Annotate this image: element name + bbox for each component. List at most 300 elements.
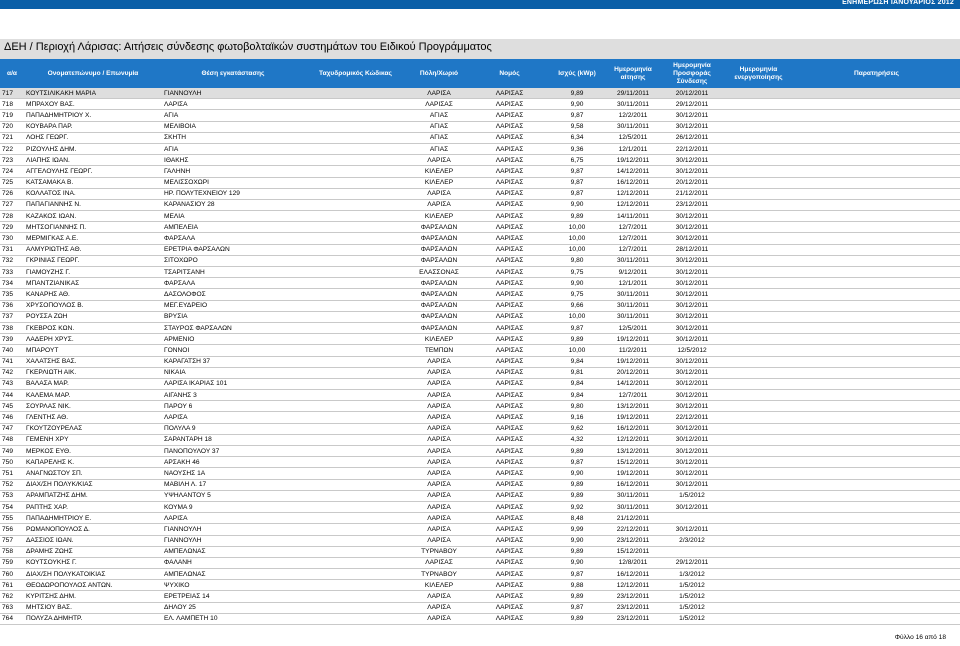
- cell-postal-code: [304, 446, 407, 457]
- cell-offer-date: 30/12/2011: [660, 356, 724, 367]
- cell-power: 9,66: [548, 300, 606, 311]
- cell-power: 9,87: [548, 322, 606, 333]
- cell-offer-date: 30/12/2011: [660, 457, 724, 468]
- cell-application-date: 12/7/2011: [606, 244, 660, 255]
- cell-application-date: 11/2/2011: [606, 345, 660, 356]
- cell-city: ΦΑΡΣΑΛΩΝ: [407, 322, 471, 333]
- cell-name: ΔΡΑΜΗΣ ΖΩΗΣ: [24, 546, 162, 557]
- cell-location: ΑΜΠΕΛΩΝΑΣ: [162, 546, 304, 557]
- cell-offer-date: 30/12/2011: [660, 155, 724, 166]
- cell-activation-date: [724, 524, 793, 535]
- cell-postal-code: [304, 356, 407, 367]
- cell-postal-code: [304, 132, 407, 143]
- cell-offer-date: 30/12/2011: [660, 278, 724, 289]
- cell-offer-date: 29/12/2011: [660, 557, 724, 568]
- cell-power: 9,90: [548, 99, 606, 110]
- cell-location: ΑΜΠΕΛΕΙΑ: [162, 222, 304, 233]
- cell-notes: [793, 132, 960, 143]
- cell-notes: [793, 267, 960, 278]
- cell-power: 9,90: [548, 199, 606, 210]
- cell-postal-code: [304, 177, 407, 188]
- cell-city: ΚΙΛΕΛΕΡ: [407, 580, 471, 591]
- cell-power: 9,90: [548, 468, 606, 479]
- cell-offer-date: 30/12/2011: [660, 524, 724, 535]
- cell-location: ΚΑΡΑΝΑΣΙΟΥ 28: [162, 199, 304, 210]
- cell-prefecture: ΛΑΡΙΣΑΣ: [471, 255, 548, 266]
- cell-power: 9,89: [548, 546, 606, 557]
- cell-activation-date: [724, 121, 793, 132]
- cell-power: 9,84: [548, 390, 606, 401]
- table-row: [0, 535, 960, 546]
- cell-prefecture: ΛΑΡΙΣΑΣ: [471, 267, 548, 278]
- table-row: [0, 524, 960, 535]
- cell-location: ΤΣΑΡΙΤΣΑΝΗ: [162, 267, 304, 278]
- cell-postal-code: [304, 524, 407, 535]
- cell-prefecture: ΛΑΡΙΣΑΣ: [471, 143, 548, 154]
- cell-number: 735: [0, 289, 24, 300]
- cell-activation-date: [724, 412, 793, 423]
- cell-prefecture: ΛΑΡΙΣΑΣ: [471, 569, 548, 580]
- cell-location: ΜΕΛΙΒΟΙΑ: [162, 121, 304, 132]
- cell-prefecture: ΛΑΡΙΣΑΣ: [471, 188, 548, 199]
- cell-name: ΓΚΕΒΡΟΣ ΚΩΝ.: [24, 322, 162, 333]
- cell-number: 738: [0, 322, 24, 333]
- cell-number: 722: [0, 143, 24, 154]
- cell-city: ΛΑΡΙΣΑ: [407, 434, 471, 445]
- cell-activation-date: [724, 199, 793, 210]
- cell-name: ΓΛΕΝΤΗΣ ΑΘ.: [24, 412, 162, 423]
- cell-application-date: 22/12/2011: [606, 524, 660, 535]
- cell-postal-code: [304, 199, 407, 210]
- cell-offer-date: 30/12/2011: [660, 334, 724, 345]
- cell-prefecture: ΛΑΡΙΣΑΣ: [471, 557, 548, 568]
- cell-notes: [793, 289, 960, 300]
- table-row: [0, 501, 960, 512]
- cell-offer-date: 30/12/2011: [660, 468, 724, 479]
- cell-city: ΤΕΜΠΩΝ: [407, 345, 471, 356]
- cell-power: 9,89: [548, 211, 606, 222]
- cell-activation-date: [724, 557, 793, 568]
- cell-activation-date: [724, 233, 793, 244]
- cell-name: ΠΑΠΑΓΙΑΝΝΗΣ Ν.: [24, 199, 162, 210]
- table-row: [0, 199, 960, 210]
- cell-postal-code: [304, 434, 407, 445]
- cell-prefecture: ΛΑΡΙΣΑΣ: [471, 88, 548, 99]
- top-banner: [0, 0, 960, 9]
- cell-activation-date: [724, 289, 793, 300]
- cell-offer-date: 30/12/2011: [660, 367, 724, 378]
- cell-power: 9,80: [548, 255, 606, 266]
- cell-number: 755: [0, 513, 24, 524]
- cell-application-date: 20/12/2011: [606, 367, 660, 378]
- cell-city: ΛΑΡΙΣΑ: [407, 513, 471, 524]
- cell-notes: [793, 446, 960, 457]
- cell-name: ΔΙΑΧ/ΣΗ ΠΟΛΥΚ/ΚΙΑΣ: [24, 479, 162, 490]
- cell-city: ΛΑΡΙΣΑ: [407, 401, 471, 412]
- cell-activation-date: [724, 244, 793, 255]
- cell-postal-code: [304, 255, 407, 266]
- cell-notes: [793, 334, 960, 345]
- cell-prefecture: ΛΑΡΙΣΑΣ: [471, 479, 548, 490]
- cell-activation-date: [724, 457, 793, 468]
- cell-name: ΚΑΤΣΑΜΑΚΑ Β.: [24, 177, 162, 188]
- cell-location: ΑΓΙΑ: [162, 110, 304, 121]
- table-row: [0, 311, 960, 322]
- cell-application-date: 12/7/2011: [606, 390, 660, 401]
- cell-activation-date: [724, 211, 793, 222]
- cell-application-date: 19/12/2011: [606, 412, 660, 423]
- cell-notes: [793, 322, 960, 333]
- cell-notes: [793, 557, 960, 568]
- cell-postal-code: [304, 211, 407, 222]
- cell-power: 9,89: [548, 479, 606, 490]
- cell-name: ΚΟΥΒΑΡΑ ΠΑΡ.: [24, 121, 162, 132]
- cell-location: ΝΙΚΑΙΑ: [162, 367, 304, 378]
- cell-location: ΚΟΥΜΑ 9: [162, 501, 304, 512]
- cell-location: ΑΓΙΑ: [162, 143, 304, 154]
- table-row: [0, 423, 960, 434]
- cell-application-date: 30/11/2011: [606, 300, 660, 311]
- cell-location: ΠΑΡΟΥ 6: [162, 401, 304, 412]
- cell-activation-date: [724, 110, 793, 121]
- cell-application-date: 30/11/2011: [606, 289, 660, 300]
- table-row: [0, 132, 960, 143]
- cell-application-date: 19/12/2011: [606, 468, 660, 479]
- cell-power: 6,34: [548, 132, 606, 143]
- cell-offer-date: 30/12/2011: [660, 300, 724, 311]
- table-row: [0, 513, 960, 524]
- cell-location: ΓΙΑΝΝΟΥΛΗ: [162, 535, 304, 546]
- cell-name: ΘΕΟΔΩΡΟΠΟΥΛΟΣ ΑΝΤΩΝ.: [24, 580, 162, 591]
- cell-location: ΣΤΑΥΡΟΣ ΦΑΡΣΑΛΩΝ: [162, 322, 304, 333]
- cell-power: 4,32: [548, 434, 606, 445]
- cell-postal-code: [304, 602, 407, 613]
- col-header-activation-date: Ημερομηνία ενεργοποίησης: [724, 59, 793, 88]
- cell-offer-date: 23/12/2011: [660, 199, 724, 210]
- cell-power: 9,36: [548, 143, 606, 154]
- cell-number: 725: [0, 177, 24, 188]
- cell-postal-code: [304, 155, 407, 166]
- cell-prefecture: ΛΑΡΙΣΑΣ: [471, 132, 548, 143]
- table-row: [0, 446, 960, 457]
- cell-power: 9,92: [548, 501, 606, 512]
- table-row: [0, 591, 960, 602]
- cell-application-date: 15/12/2011: [606, 457, 660, 468]
- cell-activation-date: [724, 322, 793, 333]
- cell-name: ΜΠΡΑΧΟΥ ΒΑΣ.: [24, 99, 162, 110]
- table-row: [0, 233, 960, 244]
- cell-postal-code: [304, 345, 407, 356]
- cell-activation-date: [724, 300, 793, 311]
- cell-name: ΠΑΠΑΔΗΜΗΤΡΙΟΥ Ε.: [24, 513, 162, 524]
- cell-name: ΠΟΛΥΖΑ ΔΗΜΗΤΡ.: [24, 613, 162, 624]
- cell-offer-date: 30/12/2011: [660, 322, 724, 333]
- cell-postal-code: [304, 244, 407, 255]
- cell-name: ΓΚΕΡΛΙΩΤΗ ΑΙΚ.: [24, 367, 162, 378]
- cell-activation-date: [724, 155, 793, 166]
- cell-postal-code: [304, 267, 407, 278]
- cell-activation-date: [724, 613, 793, 624]
- cell-prefecture: ΛΑΡΙΣΑΣ: [471, 300, 548, 311]
- cell-postal-code: [304, 88, 407, 99]
- cell-location: ΑΡΜΕΝΙΟ: [162, 334, 304, 345]
- cell-offer-date: 12/5/2012: [660, 345, 724, 356]
- cell-activation-date: [724, 468, 793, 479]
- cell-power: 9,87: [548, 177, 606, 188]
- cell-location: ΕΡΕΤΡΙΑ ΦΑΡΣΑΛΩΝ: [162, 244, 304, 255]
- cell-number: 754: [0, 501, 24, 512]
- cell-power: 9,89: [548, 446, 606, 457]
- cell-prefecture: ΛΑΡΙΣΑΣ: [471, 613, 548, 624]
- cell-postal-code: [304, 378, 407, 389]
- cell-name: ΚΥΡΙΤΣΗΣ ΔΗΜ.: [24, 591, 162, 602]
- cell-activation-date: [724, 401, 793, 412]
- cell-activation-date: [724, 446, 793, 457]
- cell-power: 10,00: [548, 345, 606, 356]
- cell-power: 9,87: [548, 110, 606, 121]
- cell-notes: [793, 390, 960, 401]
- table-row: [0, 468, 960, 479]
- cell-prefecture: ΛΑΡΙΣΑΣ: [471, 289, 548, 300]
- cell-city: ΛΑΡΙΣΑ: [407, 457, 471, 468]
- cell-application-date: 15/12/2011: [606, 546, 660, 557]
- cell-power: 9,16: [548, 412, 606, 423]
- cell-application-date: 12/2/2011: [606, 110, 660, 121]
- cell-power: 9,88: [548, 580, 606, 591]
- cell-name: ΚΟΛΛΑΤΟΣ ΙΝΑ.: [24, 188, 162, 199]
- cell-activation-date: [724, 580, 793, 591]
- cell-number: 737: [0, 311, 24, 322]
- cell-notes: [793, 121, 960, 132]
- cell-city: ΛΑΡΙΣΑ: [407, 412, 471, 423]
- cell-location: ΠΑΝΟΠΟΥΛΟΥ 37: [162, 446, 304, 457]
- cell-postal-code: [304, 390, 407, 401]
- table-row: [0, 390, 960, 401]
- cell-name: ΜΗΤΣΙΟΥ ΒΑΣ.: [24, 602, 162, 613]
- cell-city: ΛΑΡΙΣΑ: [407, 423, 471, 434]
- cell-power: 9,75: [548, 289, 606, 300]
- cell-postal-code: [304, 468, 407, 479]
- cell-activation-date: [724, 267, 793, 278]
- cell-number: 749: [0, 446, 24, 457]
- cell-city: ΤΥΡΝΑΒΟΥ: [407, 546, 471, 557]
- cell-offer-date: 1/5/2012: [660, 613, 724, 624]
- table-row: [0, 99, 960, 110]
- cell-name: ΚΑΛΕΜΑ ΜΑΡ.: [24, 390, 162, 401]
- cell-offer-date: 30/12/2011: [660, 289, 724, 300]
- cell-offer-date: 29/12/2011: [660, 99, 724, 110]
- cell-city: ΛΑΡΙΣΑ: [407, 591, 471, 602]
- cell-number: 736: [0, 300, 24, 311]
- cell-offer-date: 30/12/2011: [660, 267, 724, 278]
- cell-offer-date: 30/12/2011: [660, 501, 724, 512]
- cell-city: ΤΥΡΝΑΒΟΥ: [407, 569, 471, 580]
- cell-postal-code: [304, 121, 407, 132]
- cell-notes: [793, 233, 960, 244]
- cell-application-date: 12/12/2011: [606, 199, 660, 210]
- cell-number: 752: [0, 479, 24, 490]
- cell-city: ΛΑΡΙΣΑ: [407, 501, 471, 512]
- cell-notes: [793, 211, 960, 222]
- table-row: [0, 322, 960, 333]
- cell-postal-code: [304, 546, 407, 557]
- cell-number: 748: [0, 434, 24, 445]
- cell-location: ΛΑΡΙΣΑ: [162, 412, 304, 423]
- cell-notes: [793, 524, 960, 535]
- cell-city: ΦΑΡΣΑΛΩΝ: [407, 311, 471, 322]
- table-row: [0, 188, 960, 199]
- cell-name: ΜΠΑΡΟΥΤ: [24, 345, 162, 356]
- cell-offer-date: 30/12/2011: [660, 233, 724, 244]
- cell-activation-date: [724, 423, 793, 434]
- cell-offer-date: [660, 513, 724, 524]
- cell-offer-date: 1/5/2012: [660, 580, 724, 591]
- col-header-power: Ισχύς (kWp): [548, 59, 606, 88]
- cell-city: ΦΑΡΣΑΛΩΝ: [407, 233, 471, 244]
- table-row: [0, 267, 960, 278]
- update-label: ΕΝΗΜΕΡΩΣΗ ΙΑΝΟΥΑΡΙΟΣ 2012: [842, 0, 954, 6]
- table-row: [0, 356, 960, 367]
- cell-name: ΑΛΜΥΡΙΩΤΗΣ ΑΘ.: [24, 244, 162, 255]
- table-row: [0, 334, 960, 345]
- cell-name: ΠΑΠΑΔΗΜΗΤΡΙΟΥ Χ.: [24, 110, 162, 121]
- cell-postal-code: [304, 322, 407, 333]
- cell-application-date: 12/5/2011: [606, 322, 660, 333]
- cell-postal-code: [304, 166, 407, 177]
- cell-offer-date: 30/12/2011: [660, 110, 724, 121]
- cell-power: 9,90: [548, 535, 606, 546]
- cell-number: 756: [0, 524, 24, 535]
- cell-number: 728: [0, 211, 24, 222]
- cell-location: ΣΚΗΤΗ: [162, 132, 304, 143]
- cell-name: ΚΑΖΑΚΟΣ ΙΩΑΝ.: [24, 211, 162, 222]
- cell-offer-date: 30/12/2011: [660, 434, 724, 445]
- cell-postal-code: [304, 557, 407, 568]
- cell-notes: [793, 468, 960, 479]
- cell-number: 761: [0, 580, 24, 591]
- cell-notes: [793, 311, 960, 322]
- cell-prefecture: ΛΑΡΙΣΑΣ: [471, 591, 548, 602]
- cell-number: 750: [0, 457, 24, 468]
- cell-name: ΚΑΠΑΡΕΛΗΣ Κ.: [24, 457, 162, 468]
- cell-prefecture: ΛΑΡΙΣΑΣ: [471, 457, 548, 468]
- cell-postal-code: [304, 613, 407, 624]
- cell-power: 9,62: [548, 423, 606, 434]
- cell-application-date: 19/12/2011: [606, 334, 660, 345]
- cell-notes: [793, 613, 960, 624]
- cell-activation-date: [724, 143, 793, 154]
- cell-offer-date: 30/12/2011: [660, 378, 724, 389]
- cell-location: ΦΑΡΣΑΛΑ: [162, 233, 304, 244]
- cell-location: ΝΑΟΥΣΗΣ 1Α: [162, 468, 304, 479]
- cell-notes: [793, 222, 960, 233]
- cell-location: ΕΛ. ΛΑΜΠΕΤΗ 10: [162, 613, 304, 624]
- cell-location: ΔΗΛΟΥ 25: [162, 602, 304, 613]
- cell-application-date: 30/11/2011: [606, 501, 660, 512]
- cell-location: ΕΡΕΤΡΕΙΑΣ 14: [162, 591, 304, 602]
- table-row: [0, 412, 960, 423]
- cell-city: ΦΑΡΣΑΛΩΝ: [407, 255, 471, 266]
- cell-activation-date: [724, 535, 793, 546]
- cell-prefecture: ΛΑΡΙΣΑΣ: [471, 311, 548, 322]
- cell-offer-date: 30/12/2011: [660, 390, 724, 401]
- cell-number: 741: [0, 356, 24, 367]
- table-row: [0, 602, 960, 613]
- cell-postal-code: [304, 569, 407, 580]
- cell-application-date: 14/12/2011: [606, 378, 660, 389]
- table-row: [0, 457, 960, 468]
- cell-postal-code: [304, 311, 407, 322]
- cell-name: ΡΑΠΤΗΣ ΧΑΡ.: [24, 501, 162, 512]
- cell-prefecture: ΛΑΡΙΣΑΣ: [471, 446, 548, 457]
- cell-notes: [793, 580, 960, 591]
- cell-location: ΦΑΡΣΑΛΑ: [162, 278, 304, 289]
- cell-name: ΓΕΜΕΝΗ ΧΡΥ: [24, 434, 162, 445]
- cell-offer-date: 20/12/2011: [660, 88, 724, 99]
- cell-location: ΨΥΧΙΚΟ: [162, 580, 304, 591]
- cell-number: 718: [0, 99, 24, 110]
- cell-name: ΛΙΑΠΗΣ ΙΩΑΝ.: [24, 155, 162, 166]
- cell-application-date: 21/12/2011: [606, 513, 660, 524]
- cell-application-date: 19/12/2011: [606, 356, 660, 367]
- cell-prefecture: ΛΑΡΙΣΑΣ: [471, 278, 548, 289]
- cell-power: 10,00: [548, 222, 606, 233]
- cell-city: ΛΑΡΙΣΑ: [407, 479, 471, 490]
- cell-application-date: 30/11/2011: [606, 311, 660, 322]
- cell-number: 723: [0, 155, 24, 166]
- cell-prefecture: ΛΑΡΙΣΑΣ: [471, 345, 548, 356]
- cell-power: 9,80: [548, 401, 606, 412]
- cell-power: 8,48: [548, 513, 606, 524]
- cell-postal-code: [304, 222, 407, 233]
- cell-name: ΧΑΛΑΤΣΗΣ ΒΑΣ.: [24, 356, 162, 367]
- cell-activation-date: [724, 345, 793, 356]
- cell-prefecture: ΛΑΡΙΣΑΣ: [471, 233, 548, 244]
- cell-power: 9,89: [548, 613, 606, 624]
- cell-prefecture: ΛΑΡΙΣΑΣ: [471, 99, 548, 110]
- cell-number: 733: [0, 267, 24, 278]
- table-row: [0, 88, 960, 99]
- cell-offer-date: 1/3/2012: [660, 569, 724, 580]
- cell-notes: [793, 535, 960, 546]
- cell-location: ΜΑΒΙΛΗ Λ. 17: [162, 479, 304, 490]
- cell-power: 9,87: [548, 188, 606, 199]
- cell-activation-date: [724, 356, 793, 367]
- cell-offer-date: 30/12/2011: [660, 166, 724, 177]
- cell-power: 10,00: [548, 233, 606, 244]
- cell-notes: [793, 244, 960, 255]
- cell-prefecture: ΛΑΡΙΣΑΣ: [471, 356, 548, 367]
- cell-city: ΚΙΛΕΛΕΡ: [407, 166, 471, 177]
- cell-activation-date: [724, 222, 793, 233]
- cell-offer-date: 22/12/2011: [660, 143, 724, 154]
- table-row: [0, 222, 960, 233]
- cell-activation-date: [724, 591, 793, 602]
- cell-activation-date: [724, 334, 793, 345]
- cell-name: ΡΟΥΣΣΑ ΖΩΗ: [24, 311, 162, 322]
- cell-city: ΛΑΡΙΣΑ: [407, 535, 471, 546]
- table-row: [0, 546, 960, 557]
- cell-notes: [793, 166, 960, 177]
- cell-activation-date: [724, 255, 793, 266]
- cell-location: ΦΑΛΑΝΗ: [162, 557, 304, 568]
- cell-postal-code: [304, 591, 407, 602]
- cell-postal-code: [304, 278, 407, 289]
- cell-activation-date: [724, 434, 793, 445]
- cell-notes: [793, 569, 960, 580]
- cell-application-date: 9/12/2011: [606, 267, 660, 278]
- cell-offer-date: 26/12/2011: [660, 132, 724, 143]
